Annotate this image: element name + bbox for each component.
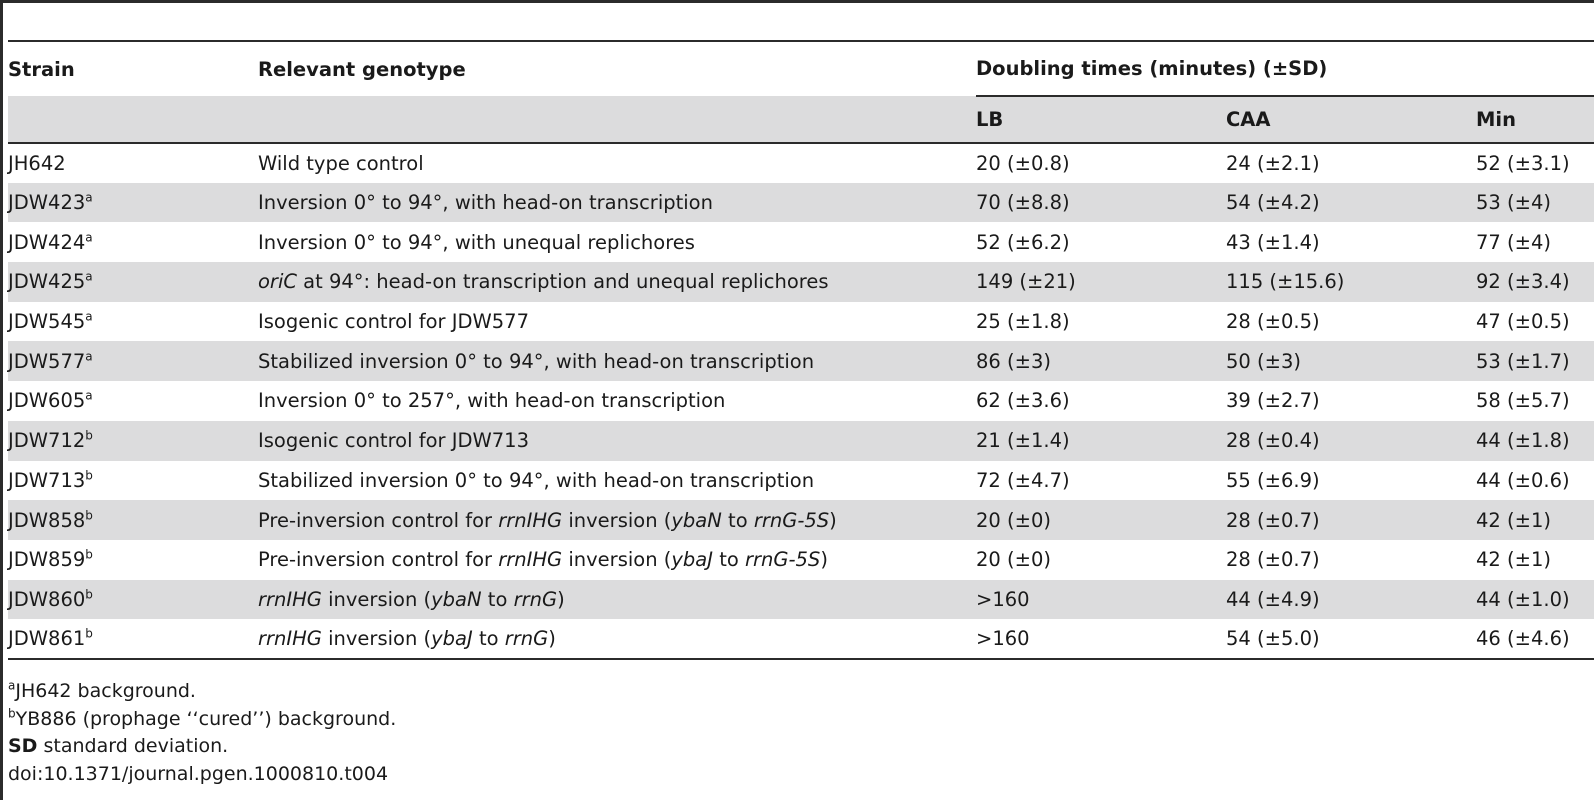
genotype-text: inversion (: [562, 508, 672, 532]
strain-cell: [8, 222, 258, 262]
strain-footnote-mark: a: [85, 230, 93, 245]
strain-cell: [8, 302, 258, 342]
genotype-text: Isogenic control for JDW577: [258, 310, 529, 334]
genotype-italic-term: ybaJ: [671, 548, 713, 572]
header-caa: CAA: [1226, 108, 1271, 131]
genotype-text: ): [548, 627, 556, 651]
footnote-b-text: YB886 (prophage ‘‘cured’’) background.: [15, 707, 397, 730]
genotype-text: to: [713, 548, 745, 572]
min-doubling-time-cell: 46 (±4.6): [1476, 627, 1570, 651]
lb-doubling-time-cell: 21 (±1.4): [976, 429, 1070, 453]
strain-cell: [8, 540, 258, 580]
strain-cell: [8, 143, 258, 183]
footnote-sd-text: standard deviation.: [37, 735, 229, 757]
top-border: [0, 0, 1594, 3]
strain-footnote-mark: b: [85, 428, 93, 443]
genotype-cell: [258, 341, 976, 381]
header-lb: LB: [976, 108, 1004, 131]
caa-doubling-time-cell: 39 (±2.7): [1226, 389, 1320, 413]
genotype-text: ): [829, 508, 837, 532]
genotype-text: Isogenic control for JDW713: [258, 429, 529, 453]
lb-doubling-time-cell: 52 (±6.2): [976, 230, 1070, 254]
table-row: [8, 143, 1594, 183]
header-strain: Strain: [8, 57, 75, 81]
genotype-cell: [258, 580, 976, 620]
strain-footnote-mark: b: [85, 626, 93, 641]
left-border: [0, 0, 3, 800]
genotype-cell: [258, 461, 976, 501]
lb-doubling-time-cell: 62 (±3.6): [976, 389, 1070, 413]
genotype-text: to: [721, 508, 754, 532]
genotype-cell: [258, 500, 976, 540]
genotype-cell: [258, 143, 976, 183]
lb-doubling-time-cell: 20 (±0): [976, 548, 1051, 572]
strain-name: JDW861: [8, 627, 86, 651]
footnote-sd: [8, 733, 396, 761]
genotype-text: to: [481, 587, 514, 611]
table-row: [8, 619, 1594, 659]
lb-doubling-time-cell: 20 (±0.8): [976, 151, 1070, 175]
header-blank-2: [258, 96, 976, 143]
table-row: [8, 500, 1594, 540]
min-doubling-time-cell: 42 (±1): [1476, 508, 1551, 532]
strain-name: JDW859: [8, 548, 86, 572]
strain-footnote-mark: a: [85, 309, 93, 324]
header-min: Min: [1476, 108, 1516, 131]
table-row: [8, 222, 1594, 262]
strain-name: JDW423: [8, 191, 86, 215]
genotype-text: ): [557, 587, 565, 611]
table-row: [8, 183, 1594, 223]
doubling-times-table-container: [8, 40, 1594, 660]
strain-footnote-mark: b: [85, 547, 93, 562]
strain-name: JDW425: [8, 270, 86, 294]
footnote-a: [8, 678, 396, 706]
genotype-cell: [258, 262, 976, 302]
genotype-text: inversion (: [321, 587, 432, 611]
genotype-cell: [258, 183, 976, 223]
strain-footnote-mark: a: [85, 269, 93, 284]
doubling-times-table: [8, 40, 1594, 660]
caa-doubling-time-cell: 24 (±2.1): [1226, 151, 1320, 175]
strain-footnote-mark: a: [85, 349, 93, 364]
table-header: [8, 41, 1594, 143]
min-doubling-time-cell: 44 (±1.0): [1476, 587, 1570, 611]
min-doubling-time-cell: 52 (±3.1): [1476, 151, 1570, 175]
footnote-b: [8, 706, 396, 734]
strain-name: JDW713: [8, 468, 86, 492]
genotype-italic-term: rrnG: [513, 587, 558, 611]
table-body: [8, 143, 1594, 659]
lb-doubling-time-cell: 149 (±21): [976, 270, 1076, 294]
genotype-text: inversion (: [321, 627, 432, 651]
genotype-text: Inversion 0° to 257°, with head-on transcription: [258, 389, 726, 413]
strain-cell: [8, 619, 258, 659]
genotype-cell: [258, 540, 976, 580]
genotype-text: at 94°: head-on transcription and unequal replichores: [296, 270, 829, 294]
genotype-text: Inversion 0° to 94°, with head-on transcription: [258, 191, 713, 215]
caa-doubling-time-cell: 55 (±6.9): [1226, 468, 1320, 492]
genotype-cell: [258, 222, 976, 262]
min-doubling-time-cell: 47 (±0.5): [1476, 310, 1570, 334]
genotype-text: Pre-inversion control for: [258, 508, 499, 532]
footnote-a-mark: a: [8, 678, 16, 693]
strain-cell: [8, 341, 258, 381]
strain-name: JDW858: [8, 508, 86, 532]
table-row: [8, 262, 1594, 302]
genotype-italic-term: rrnIHG: [258, 627, 322, 651]
min-doubling-time-cell: 77 (±4): [1476, 230, 1551, 254]
genotype-cell: [258, 619, 976, 659]
table-row: [8, 580, 1594, 620]
genotype-text: Wild type control: [258, 151, 424, 175]
strain-name: JDW424: [8, 230, 86, 254]
strain-footnote-mark: b: [85, 468, 93, 483]
genotype-text: Inversion 0° to 94°, with unequal replichores: [258, 230, 695, 254]
strain-name: JDW545: [8, 310, 86, 334]
header-genotype: Relevant genotype: [258, 57, 466, 81]
header-blank-1: [8, 96, 258, 143]
caa-doubling-time-cell: 54 (±5.0): [1226, 627, 1320, 651]
genotype-cell: [258, 381, 976, 421]
genotype-italic-term: rrnG-5S: [753, 508, 830, 532]
genotype-italic-term: rrnG: [504, 627, 549, 651]
genotype-italic-term: rrnIHG: [498, 508, 563, 532]
footnote-a-text: JH642 background.: [15, 680, 196, 702]
strain-cell: [8, 262, 258, 302]
strain-cell: [8, 421, 258, 461]
genotype-text: Stabilized inversion 0° to 94°, with head-on transcription: [258, 468, 815, 492]
table-row: [8, 381, 1594, 421]
caa-doubling-time-cell: 54 (±4.2): [1226, 191, 1320, 215]
min-doubling-time-cell: 44 (±0.6): [1476, 468, 1570, 492]
min-doubling-time-cell: 42 (±1): [1476, 548, 1551, 572]
min-doubling-time-cell: 53 (±4): [1476, 191, 1551, 215]
caa-doubling-time-cell: 28 (±0.7): [1226, 548, 1320, 572]
min-doubling-time-cell: 53 (±1.7): [1476, 349, 1570, 373]
lb-doubling-time-cell: >160: [976, 587, 1030, 611]
min-doubling-time-cell: 92 (±3.4): [1476, 270, 1570, 294]
strain-cell: [8, 580, 258, 620]
min-doubling-time-cell: 44 (±1.8): [1476, 429, 1570, 453]
strain-footnote-mark: b: [85, 508, 93, 523]
strain-cell: [8, 500, 258, 540]
caa-doubling-time-cell: 43 (±1.4): [1226, 230, 1320, 254]
lb-doubling-time-cell: 70 (±8.8): [976, 191, 1070, 215]
min-doubling-time-cell: 58 (±5.7): [1476, 389, 1570, 413]
genotype-italic-term: rrnIHG: [498, 548, 563, 572]
strain-footnote-mark: b: [85, 587, 93, 602]
caa-doubling-time-cell: 28 (±0.4): [1226, 429, 1320, 453]
strain-name: JDW860: [8, 587, 86, 611]
header-row-2: [8, 96, 1594, 143]
genotype-text: Stabilized inversion 0° to 94°, with head-on transcription: [258, 349, 815, 373]
footnote-b-mark: b: [8, 706, 16, 721]
table-row: [8, 540, 1594, 580]
strain-name: JDW577: [8, 349, 86, 373]
genotype-italic-term: ybaJ: [431, 627, 473, 651]
lb-doubling-time-cell: >160: [976, 627, 1030, 651]
lb-doubling-time-cell: 72 (±4.7): [976, 468, 1070, 492]
genotype-italic-term: ybaN: [671, 508, 722, 532]
strain-footnote-mark: a: [85, 388, 93, 403]
genotype-text: inversion (: [562, 548, 672, 572]
genotype-cell: [258, 421, 976, 461]
header-doubling-times: Doubling times (minutes) (±SD): [976, 41, 1594, 96]
caa-doubling-time-cell: 50 (±3): [1226, 349, 1301, 373]
genotype-text: Pre-inversion control for: [258, 548, 499, 572]
strain-cell: [8, 183, 258, 223]
caa-doubling-time-cell: 44 (±4.9): [1226, 587, 1320, 611]
strain-footnote-mark: a: [85, 190, 93, 205]
table-row: [8, 421, 1594, 461]
genotype-italic-term: oriC: [258, 270, 297, 294]
strain-name: JDW712: [8, 429, 86, 453]
lb-doubling-time-cell: 20 (±0): [976, 508, 1051, 532]
strain-cell: [8, 461, 258, 501]
table-row: [8, 302, 1594, 342]
genotype-cell: [258, 302, 976, 342]
genotype-italic-term: rrnIHG: [258, 587, 322, 611]
caa-doubling-time-cell: 115 (±15.6): [1226, 270, 1345, 294]
caa-doubling-time-cell: 28 (±0.7): [1226, 508, 1320, 532]
footnote-sd-abbr: SD: [8, 735, 38, 757]
caa-doubling-time-cell: 28 (±0.5): [1226, 310, 1320, 334]
genotype-italic-term: ybaN: [431, 587, 482, 611]
lb-doubling-time-cell: 25 (±1.8): [976, 310, 1070, 334]
doi-line: doi:10.1371/journal.pgen.1000810.t004: [8, 762, 389, 785]
genotype-text: to: [472, 627, 505, 651]
genotype-text: ): [820, 548, 828, 572]
genotype-italic-term: rrnG-5S: [744, 548, 821, 572]
table-footnotes: [8, 678, 396, 788]
strain-name: JDW605: [8, 389, 86, 413]
strain-name: JH642: [8, 151, 66, 175]
table-row: [8, 461, 1594, 501]
lb-doubling-time-cell: 86 (±3): [976, 349, 1051, 373]
strain-cell: [8, 381, 258, 421]
table-row: [8, 341, 1594, 381]
header-row-1: [8, 41, 1594, 96]
